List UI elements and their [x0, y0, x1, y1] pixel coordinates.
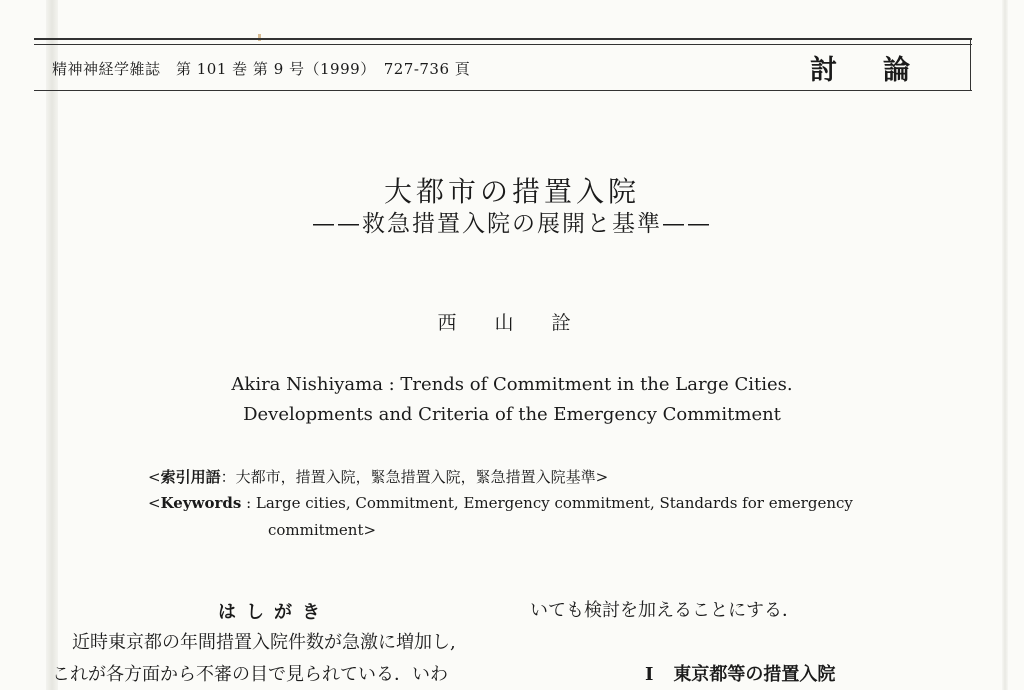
keywords-en-label: Keywords	[160, 494, 242, 512]
body-left-line2: これが各方面から不審の目で見られている．いわ	[52, 664, 448, 685]
section-label: 討論	[810, 55, 956, 86]
body-right-line1: いても検討を加えることにする．	[530, 600, 800, 621]
keywords-en-terms: : Large cities, Commitment, Emergency commitment, Standards for emergency	[241, 494, 853, 512]
section-heading-1	[645, 660, 835, 686]
section-number: I	[645, 664, 654, 685]
header-rule-top	[34, 38, 972, 40]
keywords-ja-label: 索引用語	[160, 468, 221, 486]
english-title-line2: Developments and Criteria of the Emergency Commitment	[243, 404, 781, 425]
page-right-edge	[1002, 0, 1008, 690]
japanese-keywords	[148, 466, 608, 487]
journal-citation: 精神神経学雑誌 第 101 巻 第 9 号（1999） 727-736 頁	[52, 60, 471, 78]
english-title-line1: Akira Nishiyama : Trends of Commitment in the Large Cities.	[231, 374, 793, 395]
keywords-ja-open: <	[148, 468, 161, 486]
header-rule-bottom	[34, 90, 972, 91]
body-left-line1: 近時東京都の年間措置入院件数が急激に増加し,	[72, 632, 456, 653]
header-rule-top-inner	[34, 44, 972, 45]
keywords-ja-terms: ：大都市，措置入院，緊急措置入院，緊急措置入院基準>	[220, 468, 609, 486]
article-title: 大都市の措置入院	[383, 175, 640, 208]
english-keywords-cont: commitment>	[268, 521, 377, 539]
section-heading-text: 東京都等の措置入院	[673, 664, 836, 685]
english-keywords	[148, 494, 853, 512]
preface-heading: はしがき	[218, 602, 330, 623]
article-author: 西 山 詮	[437, 312, 587, 334]
keywords-en-open: <	[148, 494, 161, 512]
header-rule-right	[970, 38, 971, 91]
article-subtitle: ——救急措置入院の展開と基準——	[312, 211, 712, 237]
page-binding-edge	[46, 0, 58, 690]
